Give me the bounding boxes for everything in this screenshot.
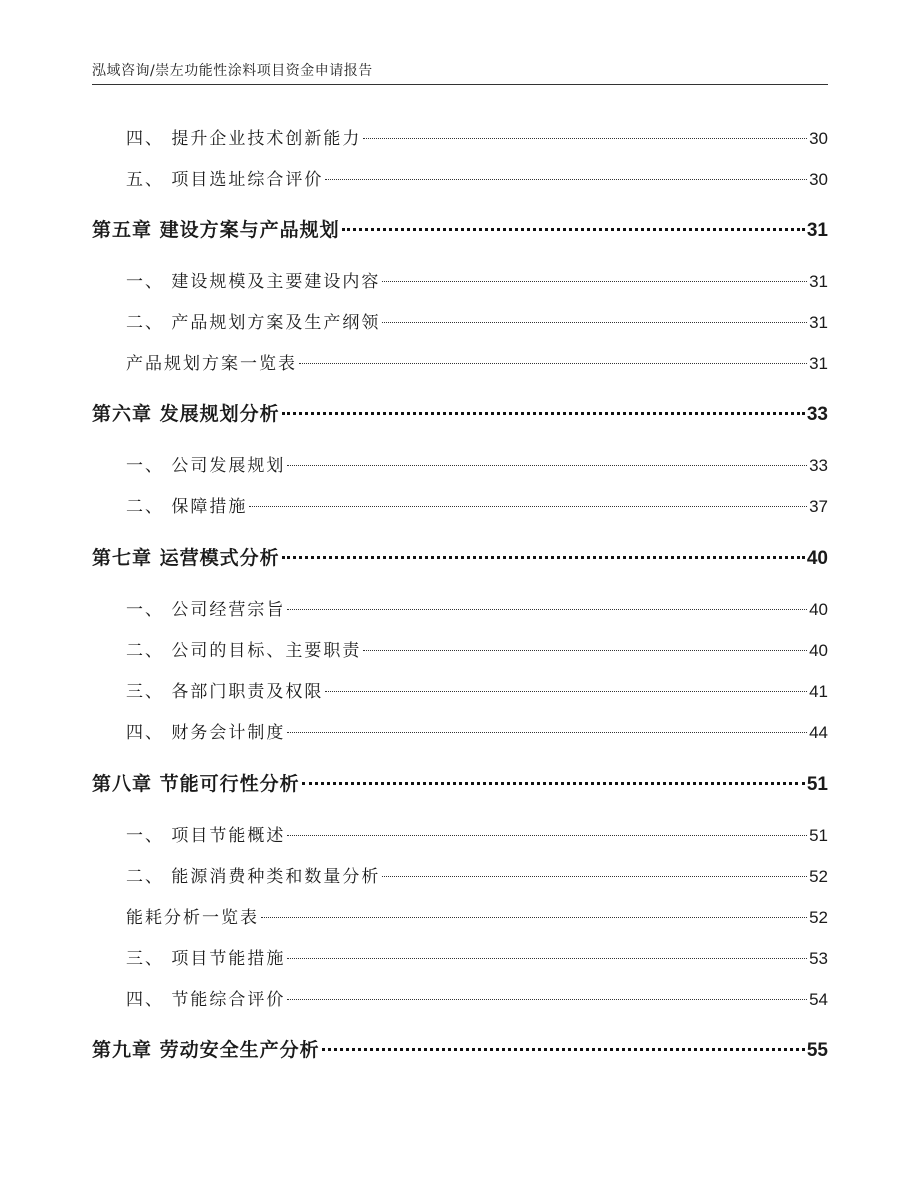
toc-leader — [282, 556, 805, 559]
toc-entry[interactable] — [126, 595, 828, 620]
toc-chapter-label: 第九章 劳动安全生产分析 — [92, 1039, 320, 1061]
toc-entry-page: 30 — [809, 170, 828, 189]
toc-chapter-label: 第五章 建设方案与产品规划 — [92, 219, 340, 241]
toc-entry[interactable] — [126, 718, 828, 743]
toc-entry-page: 33 — [809, 456, 828, 475]
toc-entry[interactable] — [126, 985, 828, 1010]
toc-entry-label: 四、 节能综合评价 — [126, 990, 286, 1010]
toc-entry-page: 41 — [809, 682, 828, 701]
toc-entry[interactable] — [126, 267, 828, 292]
toc-chapter[interactable] — [92, 543, 828, 570]
toc-leader — [363, 138, 807, 139]
toc-entry-page: 37 — [809, 497, 828, 516]
toc-entry[interactable] — [126, 821, 828, 846]
toc-entry[interactable] — [126, 124, 828, 149]
toc-entry[interactable] — [126, 451, 828, 476]
toc-entry-label: 四、 财务会计制度 — [126, 723, 286, 743]
toc-entry-page: 52 — [809, 867, 828, 886]
toc-entry[interactable] — [126, 165, 828, 190]
toc-entry-page: 53 — [809, 949, 828, 968]
toc-entry-page: 31 — [809, 313, 828, 332]
toc-entry-label: 能耗分析一览表 — [126, 908, 259, 928]
toc-entry-label: 一、 公司发展规划 — [126, 456, 286, 476]
toc-entry-label: 一、 项目节能概述 — [126, 826, 286, 846]
toc-leader — [325, 179, 807, 180]
toc-chapter-page: 40 — [806, 548, 828, 569]
toc-entry[interactable] — [126, 492, 828, 517]
toc-leader — [287, 835, 807, 836]
toc-chapter[interactable] — [92, 399, 828, 426]
toc-leader — [382, 281, 807, 282]
toc-entry[interactable] — [126, 677, 828, 702]
toc-leader — [287, 609, 807, 610]
toc-leader — [299, 363, 807, 364]
toc-entry-page: 31 — [809, 272, 828, 291]
toc-entry-label: 四、 提升企业技术创新能力 — [126, 129, 362, 149]
toc-leader — [249, 506, 807, 507]
toc-entry-page: 54 — [809, 990, 828, 1009]
toc-entry-page: 44 — [809, 723, 828, 742]
toc-leader — [282, 412, 805, 415]
toc-chapter-page: 31 — [806, 220, 828, 241]
toc-entry[interactable] — [126, 308, 828, 333]
toc-entry-label: 产品规划方案一览表 — [126, 354, 297, 374]
toc-chapter[interactable] — [92, 1035, 828, 1062]
header-divider — [92, 84, 828, 85]
toc-entry-label: 二、 产品规划方案及生产纲领 — [126, 313, 381, 333]
toc-leader — [287, 999, 807, 1000]
toc-entry-label: 二、 能源消费种类和数量分析 — [126, 867, 381, 887]
toc-leader — [287, 465, 807, 466]
toc-entry[interactable] — [126, 349, 828, 374]
page-header: 泓域咨询/崇左功能性涂料项目资金申请报告 — [92, 63, 373, 79]
toc-leader — [302, 782, 805, 785]
toc-leader — [287, 732, 807, 733]
toc-chapter-page: 55 — [806, 1040, 828, 1061]
toc-chapter[interactable] — [92, 215, 828, 242]
toc-leader — [325, 691, 807, 692]
toc-entry-label: 二、 保障措施 — [126, 497, 248, 517]
toc-leader — [287, 958, 807, 959]
toc-entry[interactable] — [126, 944, 828, 969]
toc-leader — [261, 917, 807, 918]
toc-chapter-page: 51 — [806, 774, 828, 795]
toc-chapter-page: 33 — [806, 404, 828, 425]
toc-entry-label: 三、 项目节能措施 — [126, 949, 286, 969]
toc-entry-page: 40 — [809, 641, 828, 660]
toc-entry-page: 51 — [809, 826, 828, 845]
toc-entry-page: 30 — [809, 129, 828, 148]
toc-chapter-label: 第六章 发展规划分析 — [92, 403, 280, 425]
toc-entry[interactable] — [126, 903, 828, 928]
toc-leader — [322, 1048, 805, 1051]
toc-entry-page: 40 — [809, 600, 828, 619]
toc-chapter-label: 第八章 节能可行性分析 — [92, 773, 300, 795]
toc-entry[interactable] — [126, 862, 828, 887]
toc-entry-label: 一、 建设规模及主要建设内容 — [126, 272, 381, 292]
toc-leader — [382, 876, 807, 877]
toc-entry-label: 一、 公司经营宗旨 — [126, 600, 286, 620]
toc-entry-label: 五、 项目选址综合评价 — [126, 170, 324, 190]
toc-leader — [342, 228, 805, 231]
toc-entry-label: 三、 各部门职责及权限 — [126, 682, 324, 702]
toc-entry-page: 31 — [809, 354, 828, 373]
toc-entry[interactable] — [126, 636, 828, 661]
toc-chapter[interactable] — [92, 769, 828, 796]
toc-leader — [363, 650, 807, 651]
toc-entry-page: 52 — [809, 908, 828, 927]
toc-chapter-label: 第七章 运营模式分析 — [92, 547, 280, 569]
toc-leader — [382, 322, 807, 323]
toc-entry-label: 二、 公司的目标、主要职责 — [126, 641, 362, 661]
